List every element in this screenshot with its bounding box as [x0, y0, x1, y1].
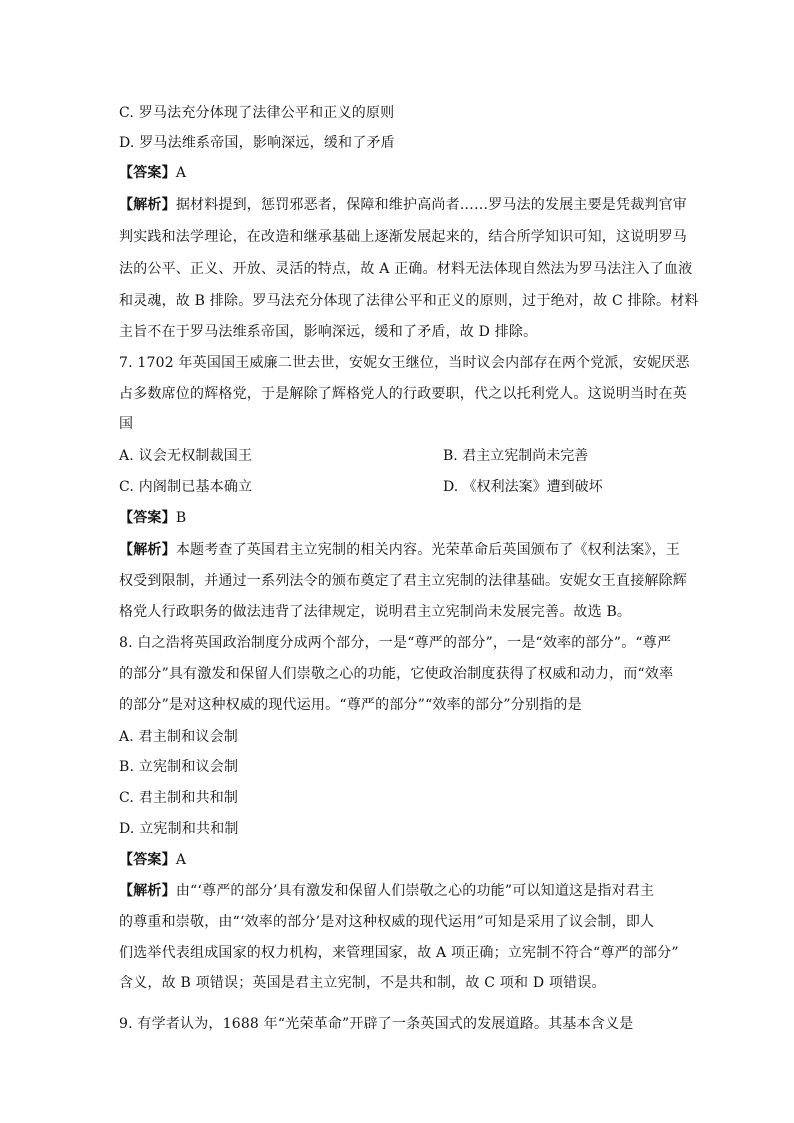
answer-value: A — [175, 165, 187, 181]
answer-value: B — [175, 510, 187, 526]
q8-analysis-line-4: 含义，故 B 项错误；英国是君主立宪制，不是共和制，故 C 项和 D 项错误。 — [119, 975, 606, 991]
q8-answer — [119, 850, 679, 870]
analysis-label: 【解析】 — [119, 883, 176, 899]
q8-analysis-line-1: 【解析】由“‘尊严的部分’具有激发和保留人们崇敬之心的功能”可以知道这是指对君主 — [119, 883, 655, 899]
q6-analysis-line-4: 和灵魂，故 B 排除。罗马法充分体现了法律公平和正义的原则，过于绝对，故 C 排除。材料 — [119, 293, 699, 309]
q6-analysis-line-3: 法的公平、正义、开放、灵活的特点，故 A 正确。材料无法体现自然法为罗马法注入了血液 — [119, 261, 693, 277]
q7-analysis-line-1: 【解析】本题考查了英国君主立宪制的相关内容。光荣革命后英国颁布了《权利法案》，王 — [119, 542, 681, 558]
q7-option-a: A. 议会无权制裁国王 — [119, 448, 253, 464]
q8-analysis-line-3: 们选举代表组成国家的权力机构，来管理国家，故 A 项正确；立宪制不符合“尊严的部分” — [119, 945, 679, 961]
analysis-label: 【解析】 — [119, 542, 176, 558]
q7-option-d: D. 《权利法案》遭到破坏 — [443, 479, 603, 495]
q8-analysis-line-2: 的尊重和崇敬，由“‘效率的部分’是对这种权威的现代运用”可知是采用了议会制，即人 — [119, 914, 655, 930]
q7-option-b: B. 君主立宪制尚未完善 — [443, 448, 589, 464]
q9-stem: 9. 有学者认为，1688 年“光荣革命”开辟了一条英国式的发展道路。其基本含义是 — [119, 1016, 634, 1032]
q6-option-c: C. 罗马法充分体现了法律公平和正义的原则 — [119, 105, 395, 121]
q8-stem-line-3: 的部分”是对这种权威的现代运用。“尊严的部分”“效率的部分”分别指的是 — [119, 697, 582, 713]
q8-option-b: B. 立宪制和议会制 — [119, 759, 239, 775]
q8-option-c: C. 君主制和共和制 — [119, 790, 239, 806]
answer-value: A — [175, 852, 187, 868]
q7-answer — [119, 508, 679, 528]
q7-analysis-line-2: 权受到限制，并通过一系列法令的颁布奠定了君主立宪制的法律基础。安妮女王直接解除辉 — [119, 573, 687, 589]
q6-analysis-line-1: 【解析】据材料提到，惩罚邪恶者，保障和维护高尚者……罗马法的发展主要是凭裁判官审 — [119, 197, 688, 213]
q8-option-d: D. 立宪制和共和制 — [119, 821, 239, 837]
q7-stem-line-2: 占多数席位的辉格党，于是解除了辉格党人的行政要职，代之以托利党人。这说明当时在英 — [119, 386, 687, 402]
answer-label: 【答案】 — [119, 165, 176, 181]
q7-stem-line-3: 国 — [119, 416, 134, 432]
q7-analysis-line-3: 格党人行政职务的做法违背了法律规定，说明君主立宪制尚未发展完善。故选 B。 — [119, 604, 632, 620]
q8-stem-line-1: 8. 白之浩将英国政治制度分成两个部分，一是“尊严的部分”，一是“效率的部分”。“尊严 — [119, 635, 672, 651]
q7-stem-line-1: 7. 1702 年英国国王威廉二世去世，安妮女王继位，当时议会内部存在两个党派，安妮厌恶 — [119, 355, 690, 371]
q8-stem-line-2: 的部分”具有激发和保留人们崇敬之心的功能，它使政治制度获得了权威和动力，而“效率 — [119, 666, 674, 682]
q6-option-d: D. 罗马法维系帝国，影响深远，缓和了矛盾 — [119, 135, 395, 151]
answer-label: 【答案】 — [119, 510, 176, 526]
q6-analysis-line-5: 主旨不在于罗马法维系帝国，影响深远，缓和了矛盾，故 D 排除。 — [119, 324, 538, 340]
q6-answer — [119, 163, 679, 183]
q6-analysis-line-2: 判实践和法学理论，在改造和继承基础上逐渐发展起来的，结合所学知识可知，这说明罗马 — [119, 229, 687, 245]
answer-label: 【答案】 — [119, 852, 176, 868]
q8-option-a: A. 君主制和议会制 — [119, 729, 239, 745]
analysis-label: 【解析】 — [119, 197, 176, 213]
q7-option-c: C. 内阁制已基本确立 — [119, 479, 253, 495]
